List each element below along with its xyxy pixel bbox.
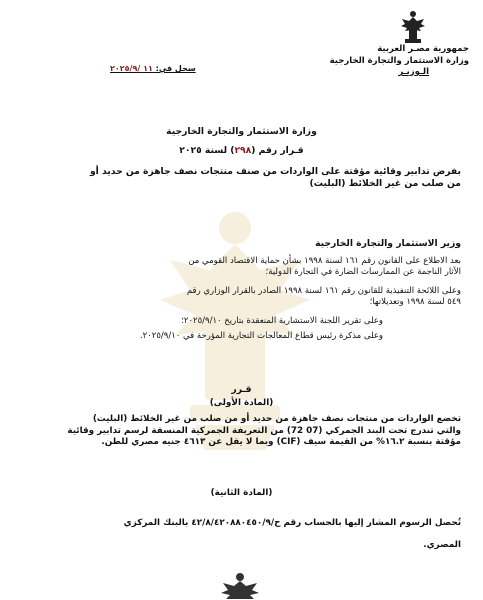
article1-line2: والتي تندرج تحت البند الجمركي (07 72) من التعريفة الجمركية المنسقة لرسم تدابير وقائية — [67, 425, 461, 436]
preamble-memo: وعلى مذكرة رئيس قطاع المعالجات التجارية المؤرخة في ٢٠٢٥/٩/١٠. — [139, 331, 383, 341]
registration-label: سجل في: — [152, 64, 196, 73]
registration-date — [110, 64, 196, 73]
letterhead-ministry: وزارة الاستثمار والتجارة الخارجية — [329, 55, 469, 66]
ministry-title: وزارة الاستثمار والتجارة الخارجية — [166, 126, 317, 137]
article2-body — [11, 518, 461, 551]
article2-title: (المادة الثانية) — [210, 488, 273, 498]
letterhead-country: جمهورية مصـر العربية — [377, 44, 469, 54]
decree-suffix: ) لسنة ٢٠٢٥ — [179, 145, 235, 156]
decree-subject-line2: من صلب من غير الخلائط (البليت) — [309, 178, 461, 189]
decree-number-line — [60, 145, 423, 157]
decree-subject — [29, 166, 461, 190]
letterhead — [329, 44, 469, 79]
article2-line1: تُحصل الرسوم المشار إليها بالحساب رقم ح/٤٢/٨/٤٢٠٨٨٠٤٥٠/٩ بالبنك المركزي — [123, 518, 461, 528]
preamble-paragraph-regulations — [16, 286, 461, 308]
preamble-regulations-line2: ٥٤٩ لسنة ١٩٩٨ وتعديلاتها؛ — [369, 297, 461, 307]
footer-eagle-icon — [220, 572, 260, 600]
letterhead-minister: الـوزيـر — [398, 67, 429, 77]
eagle-emblem-icon — [400, 10, 426, 44]
preamble-regulations-line1: وعلى اللائحة التنفيذية للقانون رقم ١٦١ لسنة ١٩٩٨ الصادر بالقرار الوزاري رقم — [186, 286, 461, 296]
decree-prefix: قـرار رقم ( — [251, 145, 304, 156]
preamble-law-line2: الآثار الناجمة عن الممارسات الضارة في التجارة الدولية؛ — [265, 267, 461, 277]
preamble-title: وزير الاستثمار والتجارة الخارجية — [315, 238, 461, 249]
registration-value: ١١ /٢٠٢٥/٩ — [110, 64, 153, 73]
article2-line2: المصري. — [423, 539, 461, 550]
preamble-committee-report: وعلى تقرير اللجنة الاستشارية المنعقدة بتاريخ ٢٠٢٥/٩/١٠؛ — [181, 316, 383, 326]
decision-title: قـرر — [231, 384, 252, 395]
article1-title: (المادة الأولى) — [209, 398, 274, 408]
preamble-paragraph-law — [16, 256, 461, 278]
preamble-law-line1: بعد الاطلاع على القانون رقم ١٦١ لسنة ١٩٩٨ بشأن حماية الاقتصاد القومي من — [188, 256, 461, 266]
article1-line1: تخضع الواردات من منتجات نصف جاهزة من حديد أو من صلب من غير الخلائط (البليت) — [92, 414, 461, 424]
article1-line3: مؤقتة بنسبة ١٦.٢% من القيمة سيف (CIF) وبما لا يقل عن ٤٦١٣ جنيه مصري للطن. — [101, 437, 461, 447]
decree-subject-line1: بفرض تدابير وقائية مؤقتة على الواردات من صنف منتجات نصف جاهزة من حديد أو — [89, 166, 461, 177]
decree-number: ٢٩٨ — [234, 145, 252, 156]
article1-body — [11, 414, 461, 449]
